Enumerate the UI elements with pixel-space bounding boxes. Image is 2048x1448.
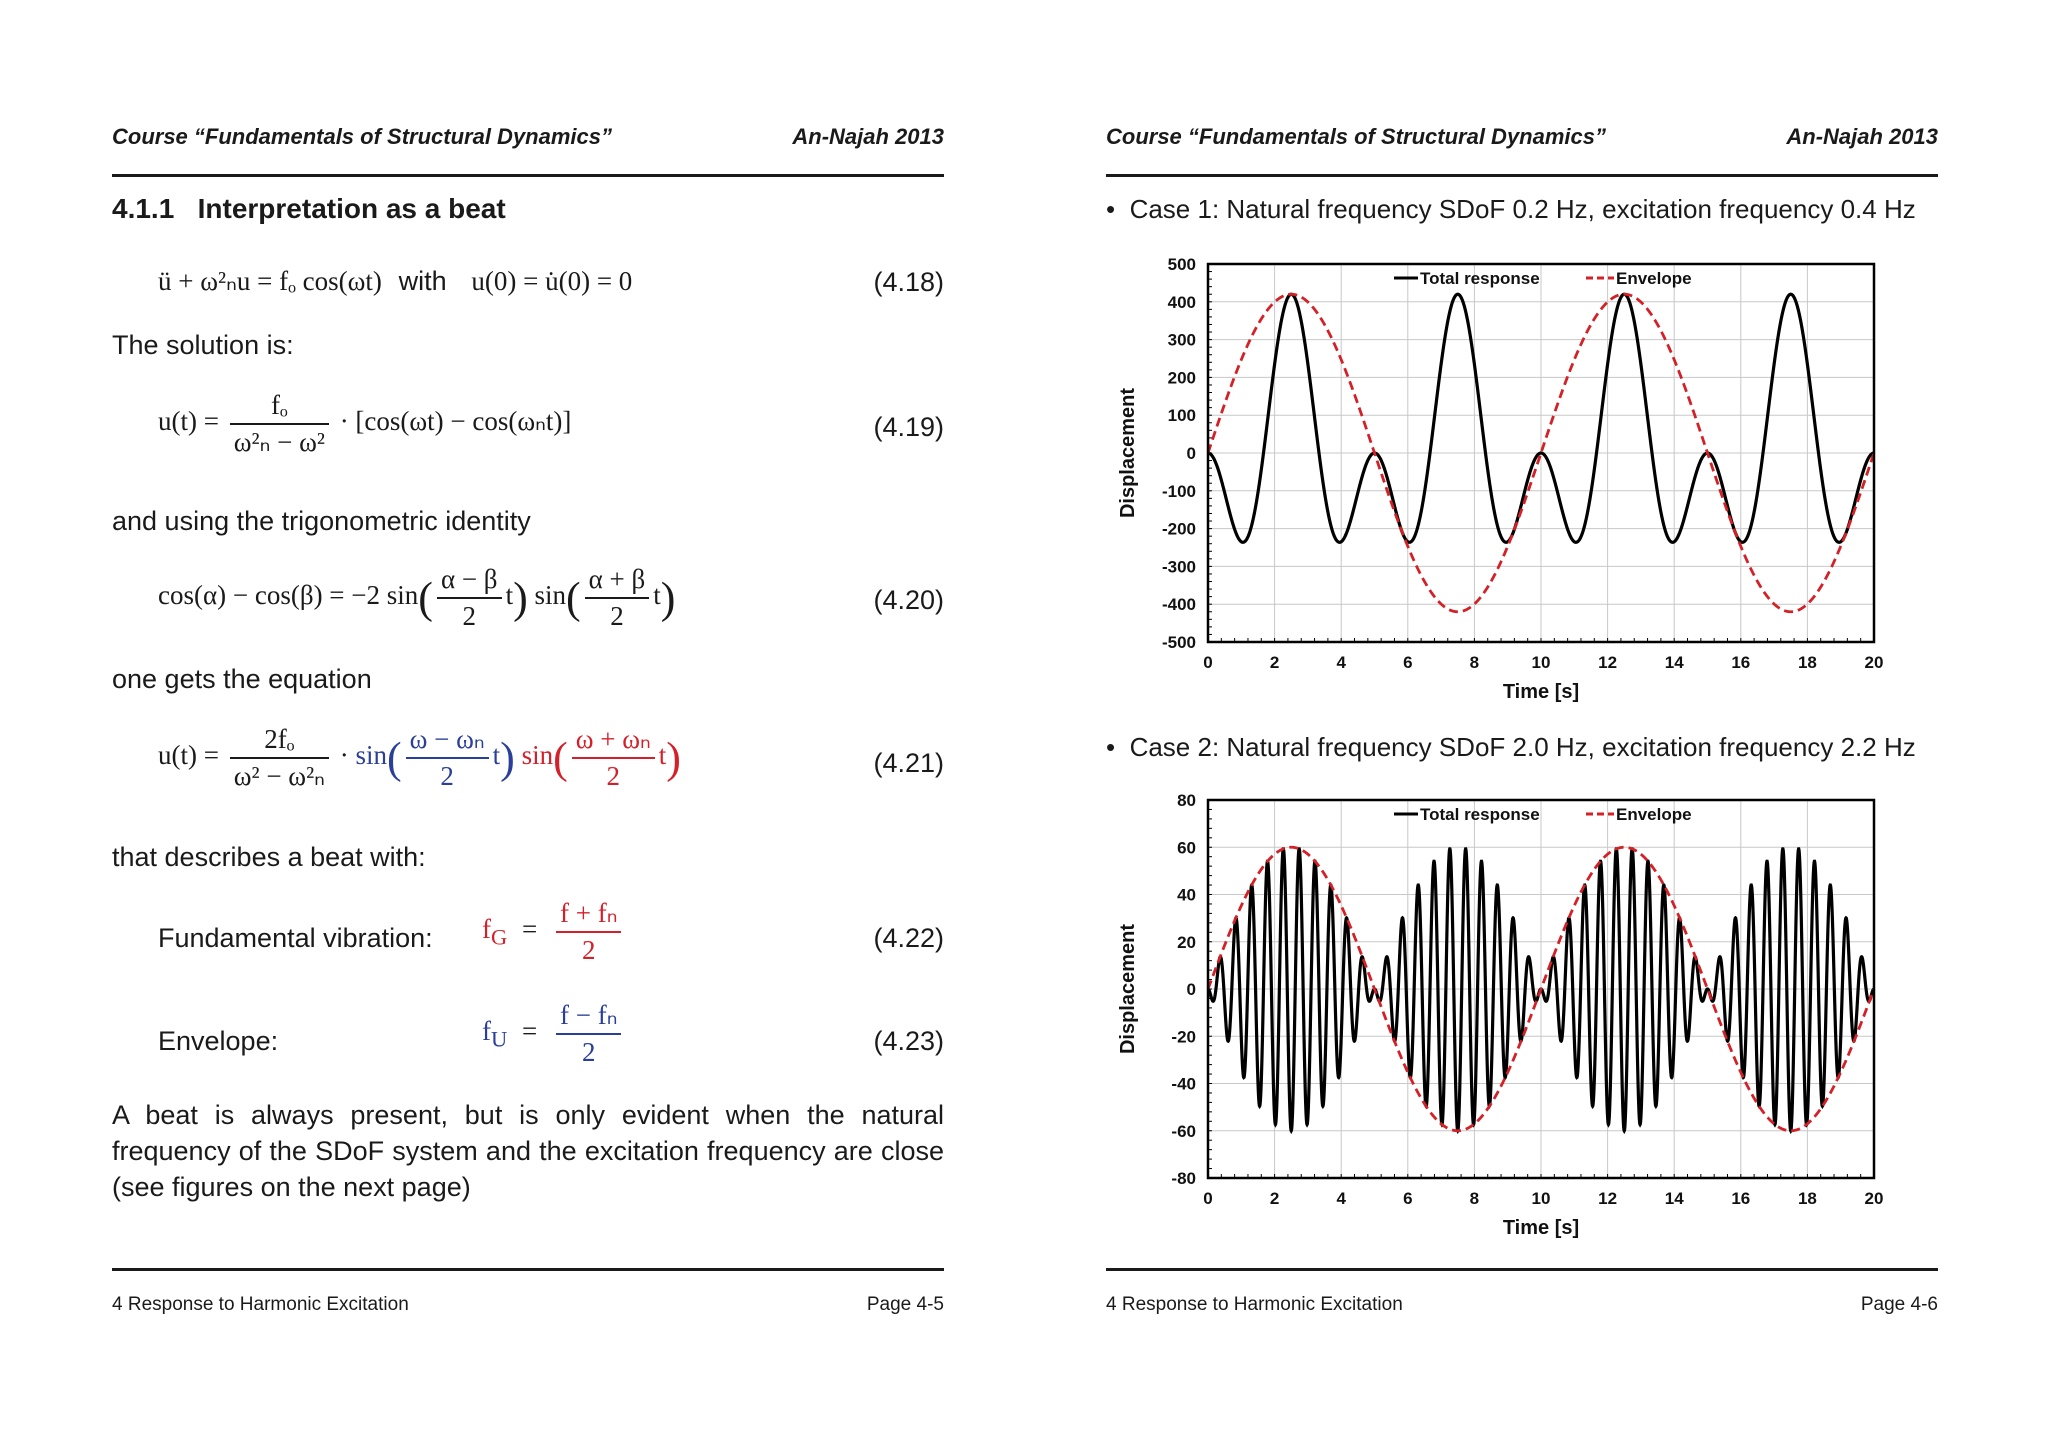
case1-chart — [1106, 240, 1938, 720]
x-tick-label: 16 — [1731, 653, 1751, 672]
fraction: $\frac{\alpha - \beta}{2}$ — [437, 564, 502, 632]
y-tick-label: 0 — [1186, 444, 1196, 463]
x-tick-label: 8 — [1469, 653, 1480, 672]
y-tick-label: -400 — [1161, 595, 1196, 615]
beat-text: that describes a beat with: — [112, 842, 426, 872]
header-rule — [112, 174, 944, 177]
fraction: $\frac{\alpha + \beta}{2}$ — [585, 564, 650, 632]
y-tick-label: -300 — [1161, 557, 1196, 577]
footer-section: 4 Response to Harmonic Excitation — [1106, 1294, 1403, 1315]
footer-page-number: Page 4-5 — [866, 1294, 944, 1315]
x-tick-label: 0 — [1203, 653, 1213, 672]
left-page — [112, 0, 944, 1448]
equation-4-21: u(t) = $\frac{\text{2fₒ}}{\text{ω² − ω²ₙ}}$ · sin( $\frac{\text{ω − ωₙ}}{2}$ t) sin( $\frac{\text{ω + ωₙ}}{2}$ t) — [158, 724, 681, 791]
x-tick-label: 16 — [1731, 1189, 1751, 1208]
beat-paragraph: A beat is always present, but is only evident when the natural frequency of the SDoF system and the excitation frequency are close (see figures on the next page) — [112, 1100, 944, 1202]
equation-number: (4.18) — [873, 267, 944, 297]
x-tick-label: 2 — [1269, 1189, 1280, 1208]
y-tick-label: -20 — [1171, 1027, 1196, 1047]
section-title: Interpretation as a beat — [197, 193, 506, 224]
equation-number: (4.21) — [873, 748, 944, 778]
equation-number: (4.23) — [873, 1026, 944, 1056]
course-title: Course “Fundamentals of Structural Dynamics” — [112, 124, 612, 149]
y-tick-label: -80 — [1171, 1169, 1196, 1188]
x-tick-label: 18 — [1797, 653, 1817, 672]
page-header — [112, 124, 944, 154]
y-axis-label: Displacement — [1117, 387, 1139, 519]
equation-number: (4.22) — [873, 923, 944, 953]
footer-page-number: Page 4-6 — [1860, 1294, 1938, 1315]
page-header — [1106, 124, 1938, 154]
right-page — [1106, 0, 1938, 1448]
y-tick-label: 60 — [1177, 838, 1196, 858]
x-tick-label: 6 — [1403, 653, 1413, 672]
legend-label-total: Total response — [1420, 805, 1540, 824]
y-tick-label: 200 — [1167, 368, 1196, 388]
equation-4-23: $f_U$ = $\frac{\text{f − fₙ}}{2}$ — [482, 1000, 625, 1068]
x-tick-label: 12 — [1598, 653, 1618, 672]
legend-label-envelope: Envelope — [1616, 805, 1692, 824]
x-tick-label: 0 — [1203, 1189, 1213, 1208]
equation-4-22: $f_G$ = $\frac{\text{f + fₙ}}{2}$ — [482, 898, 625, 966]
x-tick-label: 10 — [1531, 1189, 1551, 1208]
fundamental-term: sin( $\frac{\text{ω + ωₙ}}{2}$ t) — [521, 724, 681, 791]
case2-chart — [1106, 776, 1938, 1256]
y-tick-label: -100 — [1161, 481, 1196, 501]
footer-section: 4 Response to Harmonic Excitation — [112, 1294, 409, 1315]
x-tick-label: 12 — [1598, 1189, 1618, 1208]
y-tick-label: 20 — [1177, 932, 1196, 952]
y-tick-label: 100 — [1167, 406, 1196, 426]
institute-year: An-Najah 2013 — [1786, 124, 1938, 149]
x-axis-label: Time [s] — [1502, 681, 1580, 703]
x-tick-label: 20 — [1864, 1189, 1884, 1208]
identity-text: and using the trigonometric identity — [112, 506, 531, 536]
x-tick-label: 8 — [1469, 1189, 1480, 1208]
y-tick-label: 300 — [1167, 330, 1196, 350]
y-tick-label: -200 — [1161, 519, 1196, 539]
section-heading — [112, 193, 506, 225]
institute-year: An-Najah 2013 — [792, 124, 944, 149]
fraction: $\frac{\text{fₒ}}{\text{ω²ₙ − ω²}}$ — [230, 390, 329, 458]
x-tick-label: 14 — [1664, 1189, 1684, 1208]
y-tick-label: 500 — [1167, 255, 1196, 274]
x-tick-label: 6 — [1403, 1189, 1413, 1208]
course-title: Course “Fundamentals of Structural Dynamics” — [1106, 124, 1606, 149]
equation-number: (4.20) — [873, 585, 944, 615]
y-tick-label: 40 — [1177, 885, 1196, 905]
header-rule — [1106, 174, 1938, 177]
x-tick-label: 10 — [1531, 653, 1551, 672]
fundamental-label: Fundamental vibration: — [158, 923, 433, 953]
x-tick-label: 2 — [1269, 653, 1280, 672]
legend-label-total: Total response — [1420, 269, 1540, 288]
legend-label-envelope: Envelope — [1616, 269, 1692, 288]
y-tick-label: -500 — [1161, 633, 1196, 652]
fraction: $\frac{\text{2fₒ}}{\text{ω² − ω²ₙ}}$ — [230, 724, 329, 792]
y-tick-label: 0 — [1186, 980, 1196, 999]
solution-text: The solution is: — [112, 330, 294, 360]
case2-bullet: • Case 2: Natural frequency SDoF 2.0 Hz, excitation frequency 2.2 Hz — [1106, 732, 1916, 762]
envelope-term: sin( $\frac{\text{ω − ωₙ}}{2}$ t) — [355, 724, 515, 791]
envelope-label: Envelope: — [158, 1026, 279, 1056]
footer-rule — [1106, 1268, 1938, 1271]
y-tick-label: -40 — [1171, 1074, 1196, 1094]
equation-4-20: cos(α) − cos(β) = −2 sin( $\frac{\alpha - \beta}{2}$ t) sin( $\frac{\alpha + \beta}{2}$ t) — [158, 564, 676, 631]
x-tick-label: 14 — [1664, 653, 1684, 672]
y-tick-label: 400 — [1167, 292, 1196, 312]
equation-number: (4.19) — [873, 412, 944, 442]
y-axis-label: Displacement — [1117, 923, 1139, 1055]
case1-bullet: • Case 1: Natural frequency SDoF 0.2 Hz, excitation frequency 0.4 Hz — [1106, 194, 1916, 224]
x-axis-label: Time [s] — [1502, 1217, 1580, 1239]
y-tick-label: -60 — [1171, 1121, 1196, 1141]
x-tick-label: 4 — [1336, 653, 1346, 672]
equation-4-19: u(t) = $\frac{\text{fₒ}}{\text{ω²ₙ − ω²}}$ · [cos(ωt) − cos(ωₙt)] — [158, 390, 572, 457]
x-tick-label: 20 — [1864, 653, 1884, 672]
equation-4-18: ü + ω²ₙu = fₒ cos(ωt) with u(0) = u̇(0) = 0 — [158, 266, 633, 296]
gets-text: one gets the equation — [112, 664, 372, 694]
x-tick-label: 18 — [1797, 1189, 1817, 1208]
footer-rule — [112, 1268, 944, 1271]
section-number: 4.1.1 — [112, 193, 175, 224]
y-tick-label: 80 — [1177, 791, 1196, 810]
x-tick-label: 4 — [1336, 1189, 1346, 1208]
